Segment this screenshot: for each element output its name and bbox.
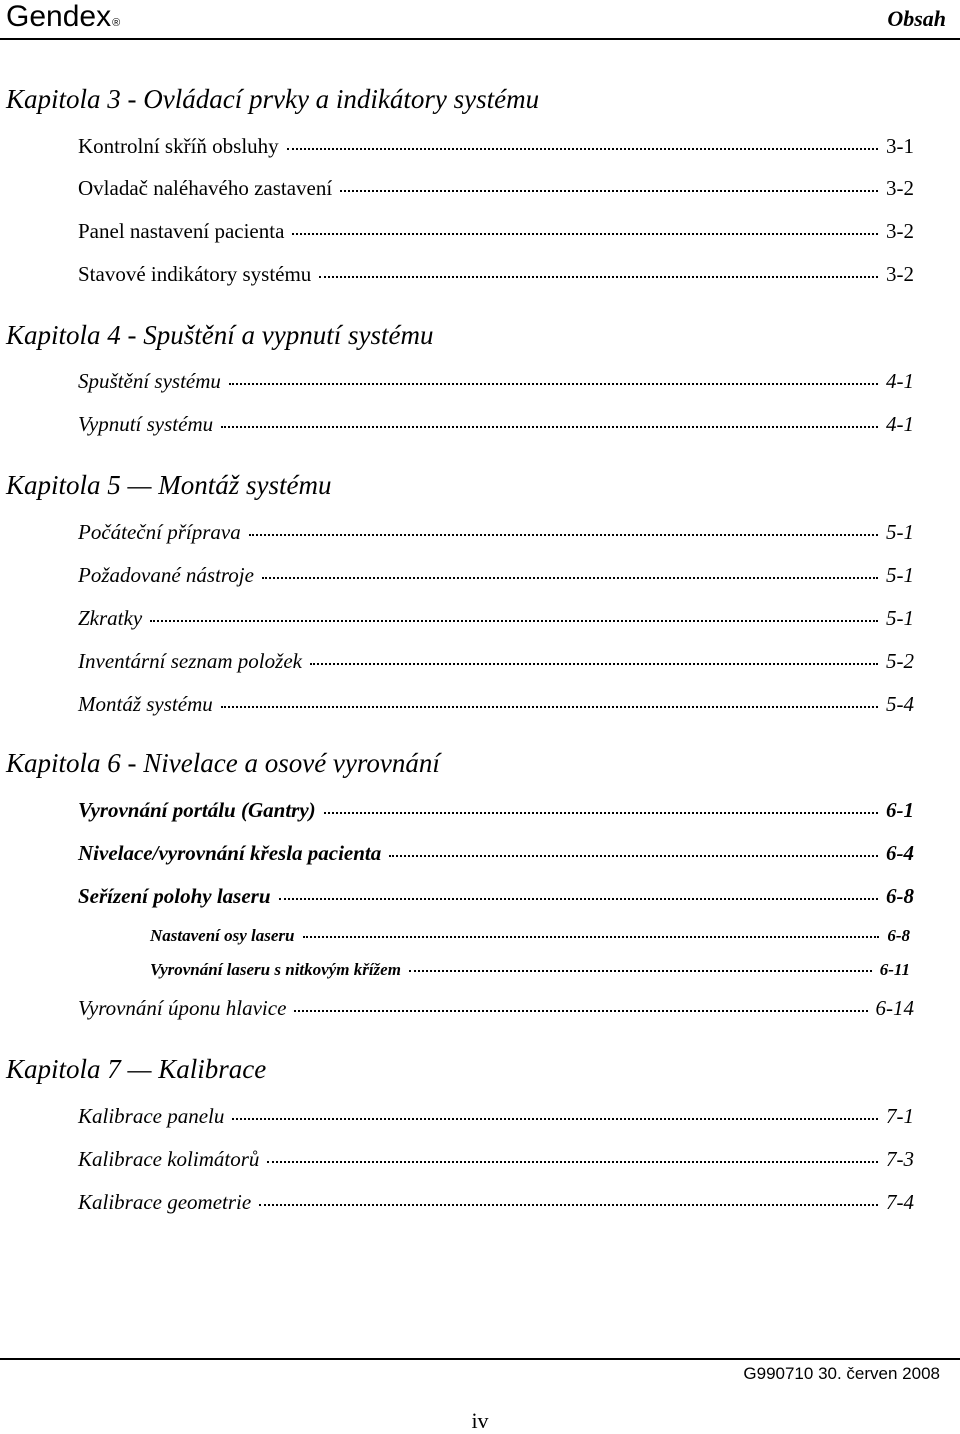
toc-entry-label: Kalibrace panelu (78, 1104, 225, 1128)
dot-leader (319, 275, 878, 278)
chapter-3-heading: Kapitola 3 - Ovládací prvky a indikátory systému (6, 84, 540, 114)
dot-leader (409, 969, 872, 972)
toc-entry[interactable] (78, 692, 914, 717)
toc-entry[interactable] (78, 606, 914, 631)
chapter-6-heading: Kapitola 6 - Nivelace a osové vyrovnání (6, 748, 440, 778)
toc-entry[interactable] (78, 262, 914, 287)
dot-leader (229, 382, 878, 385)
toc-entry-page: 6-8 (886, 884, 914, 908)
dot-leader (279, 897, 878, 900)
toc-entry-label: Vyrovnání úponu hlavice (78, 996, 287, 1020)
dot-leader (232, 1117, 878, 1120)
footer-rule (0, 1358, 960, 1360)
toc-entry-label: Panel nastavení pacienta (78, 219, 285, 243)
toc-entry-label: Zkratky (78, 606, 143, 630)
toc-entry-page: 3-1 (886, 134, 914, 158)
toc-entry-page: 7-3 (886, 1147, 914, 1171)
toc-entry-label: Stavové indikátory systému (78, 262, 312, 286)
toc-entry-page: 6-4 (886, 841, 914, 865)
toc-entry-label: Požadované nástroje (78, 563, 254, 587)
toc-entry[interactable] (78, 841, 914, 866)
header-rule (0, 38, 960, 40)
toc-subentry-page: 6-11 (879, 960, 910, 979)
toc-entry-label: Seřízení polohy laseru (78, 884, 271, 908)
toc-entry-page: 5-1 (886, 520, 914, 544)
toc-subentry-page: 6-8 (887, 926, 910, 945)
toc-entry[interactable] (78, 520, 914, 545)
dot-leader (262, 576, 878, 579)
toc-entry-page: 3-2 (886, 219, 914, 243)
toc-entry[interactable] (78, 1147, 914, 1172)
chapter-7-heading: Kapitola 7 — Kalibrace (6, 1054, 267, 1084)
toc-entry-page: 6-1 (886, 798, 914, 822)
toc-entry[interactable] (78, 649, 914, 674)
dot-leader (303, 935, 880, 938)
toc-entry-page: 3-2 (886, 176, 914, 200)
toc-entry-label: Kalibrace geometrie (78, 1190, 252, 1214)
toc-entry-page: 3-2 (886, 262, 914, 286)
dot-leader (324, 811, 878, 814)
toc-entry-label: Počáteční příprava (78, 520, 241, 544)
toc-entry[interactable] (78, 996, 914, 1021)
dot-leader (287, 147, 878, 150)
dot-leader (267, 1160, 878, 1163)
dot-leader (389, 854, 878, 857)
toc-entry-page: 5-1 (886, 563, 914, 587)
toc-entry-label: Kontrolní skříň obsluhy (78, 134, 279, 158)
dot-leader (221, 705, 878, 708)
toc-subentry[interactable] (150, 960, 910, 980)
dot-leader (150, 619, 878, 622)
registered-mark: ® (112, 17, 121, 29)
chapter-4-heading: Kapitola 4 - Spuštění a vypnutí systému (6, 320, 434, 350)
toc-entry-label: Spuštění systému (78, 369, 221, 393)
toc-subentry-label: Vyrovnání laseru s nitkovým křížem (150, 960, 401, 979)
toc-entry-page: 5-4 (886, 692, 914, 716)
toc-entry-page: 7-4 (886, 1190, 914, 1214)
toc-entry-label: Inventární seznam položek (78, 649, 302, 673)
toc-entry[interactable] (78, 563, 914, 588)
toc-entry-page: 5-2 (886, 649, 914, 673)
toc-subentry-label: Nastavení osy laseru (150, 926, 295, 945)
toc-entry[interactable] (78, 798, 914, 823)
section-title: Obsah (887, 6, 946, 31)
document-code: G990710 30. červen 2008 (743, 1364, 940, 1383)
toc-entry-label: Nivelace/vyrovnání křesla pacienta (78, 841, 382, 865)
toc-entry[interactable] (78, 219, 914, 244)
toc-entry-label: Vyrovnání portálu (Gantry) (78, 798, 316, 822)
toc-entry-label: Montáž systému (78, 692, 213, 716)
toc-entry[interactable] (78, 1190, 914, 1215)
dot-leader (249, 533, 878, 536)
dot-leader (259, 1203, 878, 1206)
page-number: iv (471, 1408, 489, 1433)
toc-entry-page: 6-14 (875, 996, 914, 1020)
toc-entry[interactable] (78, 176, 914, 201)
chapter-5-heading: Kapitola 5 — Montáž systému (6, 470, 332, 500)
brand-name: Gendex (6, 0, 112, 33)
toc-entry[interactable] (78, 369, 914, 394)
toc-entry-page: 4-1 (886, 412, 914, 436)
dot-leader (294, 1009, 867, 1012)
toc-subentry[interactable] (150, 926, 910, 946)
toc-entry-label: Ovladač naléhavého zastavení (78, 176, 333, 200)
dot-leader (340, 189, 878, 192)
toc-entry[interactable] (78, 412, 914, 437)
dot-leader (310, 662, 878, 665)
toc-entry-page: 4-1 (886, 369, 914, 393)
dot-leader (221, 425, 878, 428)
page-header (0, 0, 960, 40)
toc-entry-label: Kalibrace kolimátorů (78, 1147, 260, 1171)
toc-entry[interactable] (78, 884, 914, 909)
toc-entry[interactable] (78, 134, 914, 159)
toc-entry[interactable] (78, 1104, 914, 1129)
toc-entry-page: 7-1 (886, 1104, 914, 1128)
brand-logo (6, 0, 120, 34)
toc-entry-label: Vypnutí systému (78, 412, 214, 436)
dot-leader (292, 232, 878, 235)
toc-entry-page: 5-1 (886, 606, 914, 630)
